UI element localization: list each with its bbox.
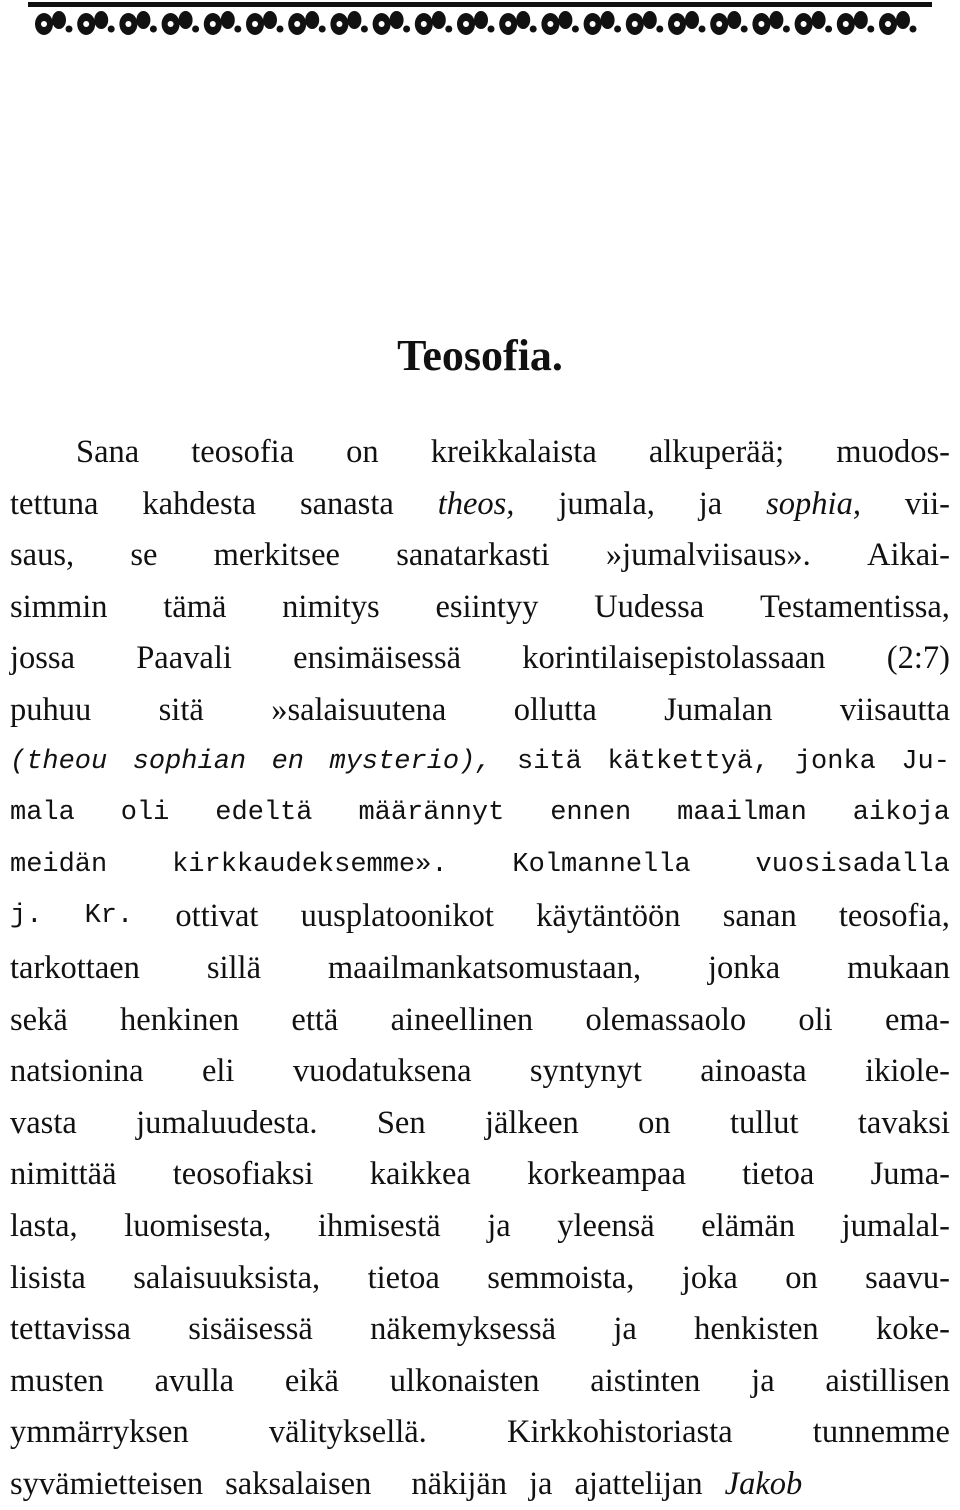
word: salaisuuksista, [133,1259,321,1296]
text-line-5 [10,633,950,685]
word: saus, [10,537,75,574]
word: maailman [677,798,807,829]
word: muodos- [836,434,950,470]
word: ottivat [175,898,259,935]
text-line-13 [10,1046,950,1098]
word: vuosisadalla [755,849,950,880]
word: maailmankatsomustaan, [327,949,642,986]
word: sitä [158,691,204,728]
page-title: Teosofia. [397,331,563,380]
word: mukaan [847,949,950,986]
word: Uudessa [594,588,705,625]
word: natsionina [10,1053,144,1090]
word: jälkeen [484,1104,579,1141]
word: aistillisen [825,1362,950,1399]
word: ja [751,1362,775,1399]
text-line-10 [10,891,950,943]
word: sitä [517,746,582,777]
word: syvämietteisen [10,1465,204,1502]
word: sanatarkasti [396,537,550,574]
word: tavaksi [857,1104,950,1141]
word: sisäisessä [188,1311,313,1348]
word: ja [698,485,723,522]
ornament-motif [119,11,156,35]
word: mala [10,798,75,829]
word: se [130,537,158,574]
word: vasta [10,1104,77,1141]
ornament-motif [626,11,664,35]
word: ema- [884,1001,950,1038]
word: teosofia [191,434,295,470]
text-line-9 [10,840,950,892]
word-italic: (theou [10,746,108,777]
text-line-3 [10,530,950,582]
word: edeltä [215,798,313,829]
word: oli [798,1001,833,1038]
word: aineellinen [390,1001,534,1038]
word: Ju- [901,746,950,777]
word: sekä [10,1001,68,1038]
word: eikä [284,1362,339,1399]
ornament-motif [35,11,73,35]
word: jumalal- [841,1207,950,1244]
word-italic: theos, [437,485,515,522]
word: on [638,1104,671,1141]
word: syntynyt [529,1053,642,1090]
word: tietoa [367,1259,440,1296]
word: sillä [206,949,261,986]
word: tettavissa [10,1311,131,1348]
word: kreikkalaista [430,434,597,470]
word: teosofia, [838,898,950,935]
word: puhuu [10,691,92,728]
ornament-motif [752,11,790,35]
text-line-2 [10,479,950,531]
word: merkitsee [213,537,340,574]
word: ulkonaisten [389,1362,540,1399]
text-line-21 [10,1459,950,1510]
word: Sen [376,1104,426,1141]
word: esiintyy [435,588,539,625]
word: ja [529,1465,553,1502]
word: Paavali [136,640,232,677]
word: koke- [875,1311,950,1348]
word: elämän [701,1207,796,1244]
word: lisista [10,1259,86,1296]
body-text [10,427,950,1510]
word: nimittää [10,1156,117,1193]
word: korkeampaa [527,1156,686,1193]
word: aikoja [852,798,950,829]
ornament-motif [584,11,622,35]
word: Kirkkohistoriasta [506,1414,733,1451]
word: jumala, [558,485,655,522]
word: j. [10,901,43,932]
word-italic: en [271,746,305,777]
ornament-motif [162,11,200,35]
ornament-motif [499,11,537,35]
word: tunnemme [812,1414,950,1451]
word: on [785,1259,818,1296]
word: simmin [10,588,108,625]
word: Kolmannella [512,849,691,880]
word: ymmärryksen [10,1414,189,1451]
word: aistinten [590,1362,701,1399]
word: nimitys [282,588,380,625]
word: näkijän [411,1465,508,1502]
ornament-motif [330,11,368,35]
word-italic: sophia, [766,485,861,522]
text-line-16 [10,1201,950,1253]
text-line-7 [10,737,950,789]
word: näkemyksessä [370,1311,557,1348]
word: vuodatuksena [292,1053,472,1090]
word: henkisten [694,1311,819,1348]
word: alkuperää; [648,434,785,470]
word: saksalaisen [225,1465,372,1502]
ornament-motif [246,11,284,35]
word: kätkettyä, [607,746,770,777]
word: määrännyt [358,798,505,829]
ornament-motif [457,11,495,35]
word: saavu- [865,1259,950,1296]
word-italic: sophian [132,746,247,777]
word: ja [487,1207,511,1244]
word: Juma- [870,1156,950,1193]
ornament-motif [710,11,748,35]
ornament-motif [837,11,875,35]
word: henkinen [120,1001,240,1038]
word: Aikai- [866,537,950,574]
word: luomisesta, [124,1207,272,1244]
word: semmoista, [487,1259,635,1296]
text-line-18 [10,1304,950,1356]
word: olemassaolo [585,1001,747,1038]
word: korintilaisepistolassaan [522,640,826,677]
word: Testamentissa, [759,588,950,625]
text-line-4 [10,582,950,634]
word: jossa [10,640,75,677]
decorative-border-ornament [28,2,932,42]
ornament-motif [77,11,115,35]
text-line-14 [10,1098,950,1150]
word: tettuna [10,485,99,522]
word: ajattelijan [574,1465,703,1502]
word: ihmisestä [317,1207,441,1244]
word: ikiole- [865,1053,950,1090]
word: ensimäisessä [293,640,462,677]
word: eli [201,1053,235,1090]
word: ja [613,1311,637,1348]
word: tämä [163,588,227,625]
word: vii- [904,485,950,522]
text-line-20 [10,1407,950,1459]
ornament-motif [541,11,579,35]
word: teosofiaksi [172,1156,314,1193]
text-line-1 [10,427,950,479]
word: jumaluudesta. [136,1104,318,1141]
word: »salaisuutena [271,691,447,728]
word: ainoasta [700,1053,807,1090]
word: oli [120,798,170,829]
word: lasta, [10,1207,78,1244]
word: (2:7) [886,640,950,677]
text-line-19 [10,1356,950,1408]
text-line-17 [10,1253,950,1305]
ornament-motif [415,11,453,35]
word: Jumalan [664,691,773,728]
word: ennen [550,798,632,829]
word: Kr. [84,901,134,932]
word: tietoa [742,1156,815,1193]
word: on [346,434,379,470]
word: tarkottaen [10,949,140,986]
word: meidän [10,849,108,880]
ornament-motif [795,11,833,35]
word: sanan [722,898,797,935]
word: joka [681,1259,738,1296]
word: Sana [76,434,140,470]
text-line-11 [10,943,950,995]
ornament-motif [879,11,917,35]
word: yleensä [557,1207,655,1244]
text-line-12 [10,995,950,1047]
word-italic: Jakob [724,1465,803,1502]
text-line-15 [10,1149,950,1201]
word: musten [10,1362,104,1399]
text-line-8 [10,788,950,840]
ornament-motif [373,11,411,35]
ornament-motif [288,11,326,35]
word: »jumalviisaus». [605,537,811,574]
word: sanasta [299,485,394,522]
word: että [291,1001,339,1038]
word: jonka [794,746,876,777]
word: kirkkaudeksemme». [172,849,448,880]
word: avulla [154,1362,235,1399]
word: kaikkea [369,1156,471,1193]
text-line-6 [10,685,950,737]
word: käytäntöön [536,898,681,935]
word: viisautta [839,691,950,728]
word-italic: mysterio), [329,746,492,777]
word: jonka [707,949,781,986]
ornament-motif [204,11,242,35]
ornament-motif [668,11,706,35]
word: ollutta [513,691,597,728]
word: uusplatoonikot [300,898,494,935]
word: tullut [729,1104,799,1141]
word: välityksellä. [268,1414,427,1451]
word: kahdesta [142,485,257,522]
